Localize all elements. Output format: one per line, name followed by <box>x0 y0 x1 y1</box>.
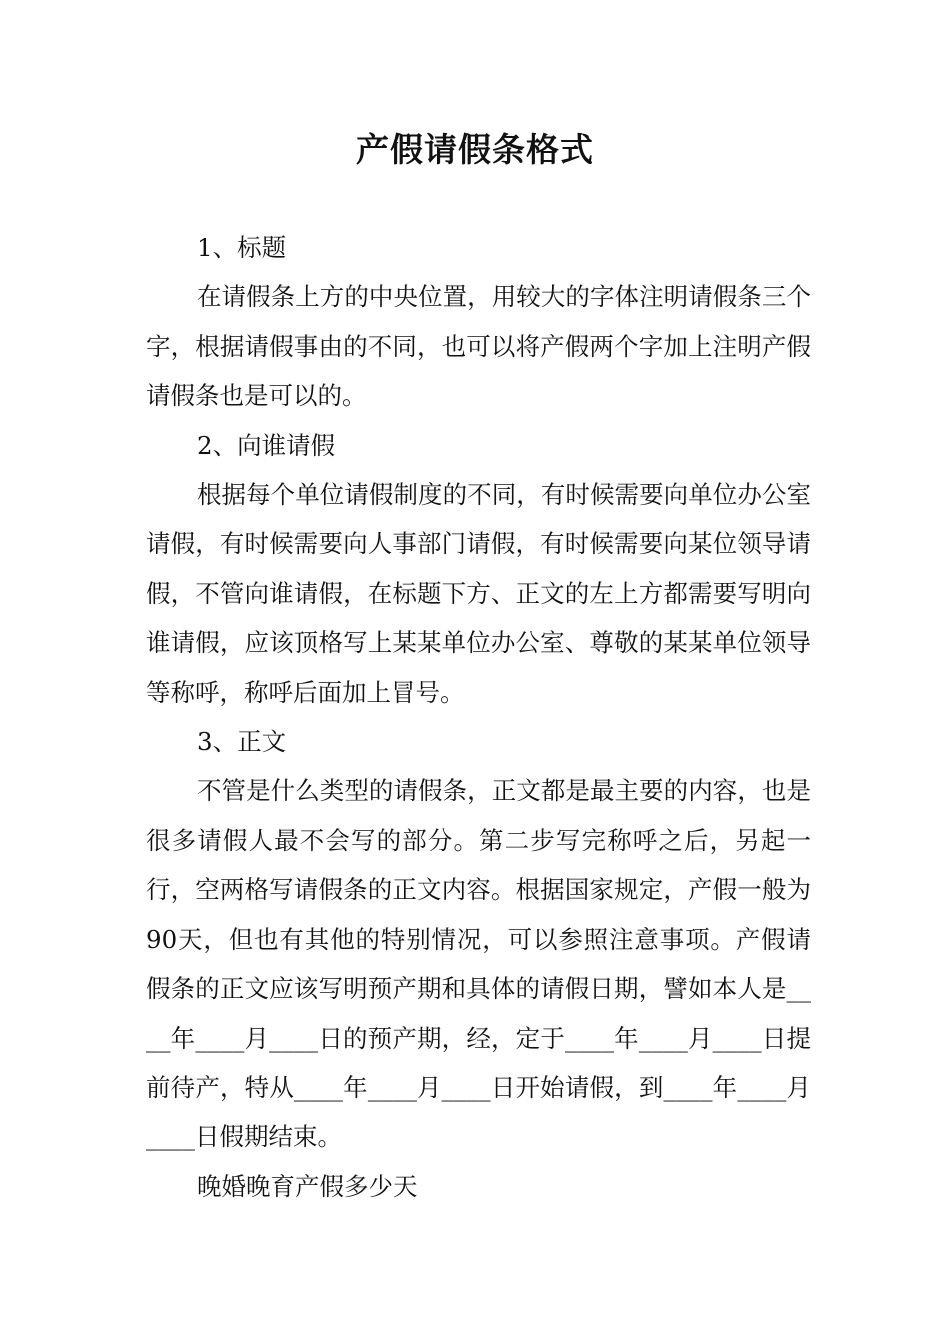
document-title: 产假请假条格式 <box>356 130 594 169</box>
section-heading-title: 1、标题 <box>197 233 287 262</box>
paragraph: 在请假条上方的中央位置，用较大的字体注明请假条三个字，根据请假事由的不同，也可以将产假两个字加上注明产假请假条也是可以的。 <box>146 282 811 411</box>
paragraph: 不管是什么类型的请假条，正文都是最主要的内容，也是很多请假人最不会写的部分。第二步写完称呼之后，另起一行，空两格写请假条的正文内容。根据国家规定，产假一般为90天，但也有其他的特别情况，可以参照注意事项。产假请假条的正文应该写明预产期和具体的请假日期，譬如本人是____年____月____日的预产期，经，定于____年____月____日提前待产，特从____年____月____日开始请假，到____年____月____日假期结束。 <box>146 776 811 1152</box>
paragraph: 晚婚晚育产假多少天 <box>197 1171 418 1201</box>
section-heading-recipient: 2、向谁请假 <box>197 430 336 460</box>
document-body <box>146 223 811 1211</box>
section-heading-body: 3、正文 <box>197 727 287 757</box>
paragraph: 根据每个单位请假制度的不同，有时候需要向单位办公室请假，有时候需要向人事部门请假，有时候需要向某位领导请假，不管向谁请假，在标题下方、正文的左上方都需要写明向谁请假，应该顶格写上某某单位办公室、尊敬的某某单位领导等称呼，称呼后面加上冒号。 <box>146 480 811 707</box>
